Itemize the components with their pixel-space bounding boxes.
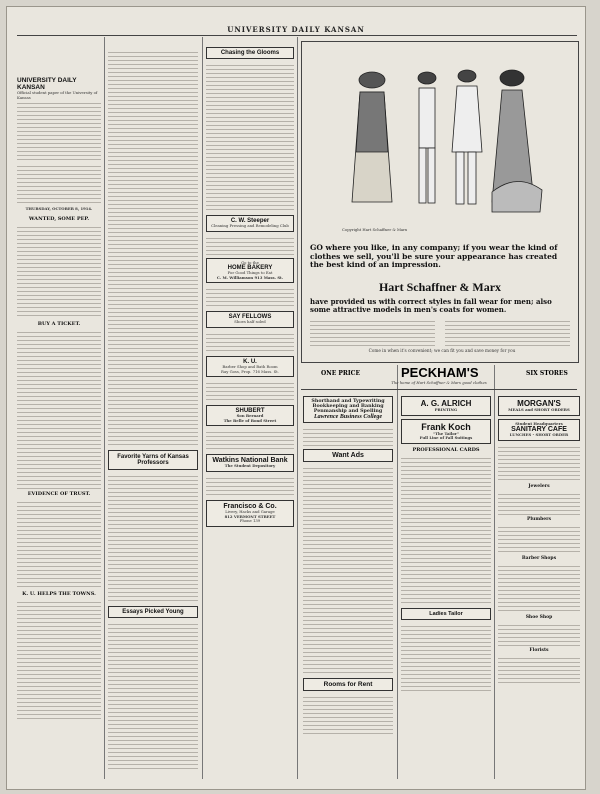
editorial-text <box>17 329 101 489</box>
section-heading: Barber Shops <box>521 555 557 561</box>
ad-title: SAY FELLOWS <box>228 314 272 321</box>
ad-subtitle: PRINTING <box>434 407 458 412</box>
classified-text <box>303 426 393 446</box>
editorial-heading: BUY A TICKET. <box>37 320 81 327</box>
header-rule <box>17 35 577 36</box>
column-directory <box>498 393 580 783</box>
sanitary-cafe-ad <box>498 419 580 441</box>
classified-text <box>303 694 393 734</box>
want-ads-heading <box>303 449 393 462</box>
shubert-ad <box>206 405 294 426</box>
ad-title: A. G. ALRICH <box>420 399 472 408</box>
article-text <box>108 49 198 447</box>
column-rule <box>494 365 495 779</box>
section-heading: Essays Picked Young <box>122 609 184 615</box>
ad-title: HOME BAKERY <box>227 265 273 272</box>
peckhams-banner <box>301 363 577 390</box>
koch-ad <box>401 419 491 444</box>
section-heading: Jewelers <box>528 483 550 489</box>
ad-phone: Phone 139 <box>239 518 261 524</box>
editorial-heading: K. U. HELPS THE TOWNS. <box>22 590 96 597</box>
article-text <box>108 621 198 771</box>
page-header: UNIVERSITY DAILY KANSAN <box>227 25 365 34</box>
directory-text <box>498 444 580 482</box>
ad-subtitle: Shoes half soled <box>234 319 266 325</box>
college-name: Lawrence Business College <box>313 414 382 420</box>
hsm-headline: GO where you like, in any company; if you wear the kind of clothes we sell, you'll be sure your appearance has created the best kind of an impression. <box>310 243 558 269</box>
ad-subtitle: Cleaning Pressing and Remodeling Club <box>211 223 289 228</box>
masthead: UNIVERSITY DAILY KANSAN <box>17 77 77 91</box>
chasing-box <box>206 47 294 59</box>
ku-barber-ad <box>206 356 294 377</box>
ad-subtitle: Son Bernard <box>236 413 264 419</box>
ad-title: Frank Koch <box>421 421 471 432</box>
classified-text <box>401 623 491 693</box>
rooms-heading <box>303 678 393 691</box>
classified-text <box>206 235 294 255</box>
ad-subtitle: The Student Depository <box>224 463 276 469</box>
classified-text <box>206 380 294 402</box>
steeper-ad <box>206 215 294 232</box>
store-tagline: The home of Hart Schaffner & Marx good clothes <box>391 380 487 385</box>
jokes-text <box>206 62 294 212</box>
section-heading: Rooms for Rent <box>323 681 373 688</box>
alrich-ad <box>401 396 491 416</box>
column-rule <box>104 37 105 779</box>
ad-title: C. W. Steeper <box>230 218 270 224</box>
column-articles <box>108 37 198 783</box>
directory-text <box>498 491 580 515</box>
section-heading: Florists <box>529 647 549 653</box>
ad-address: Ray Goss, Prop. 716 Mass. St. <box>221 368 279 374</box>
section-heading: Plumbers <box>526 516 552 522</box>
ad-title: Watkins National Bank <box>212 457 288 465</box>
classified-text <box>303 465 393 675</box>
editorial-text <box>17 599 101 719</box>
column-professional <box>401 393 491 783</box>
hsm-invite: Come in when it's convenient; we can fit you and save money for you <box>368 348 516 353</box>
watkins-bank-ad <box>206 454 294 472</box>
classified-text <box>206 475 294 497</box>
store-name: PECKHAM'S <box>401 365 479 380</box>
staff-listing <box>17 100 101 160</box>
morgans-ad <box>498 396 580 416</box>
masthead-subtitle: Official student paper of the University of Kansas <box>17 90 98 100</box>
date-line: THURSDAY, OCTOBER 8, 1914. <box>25 206 93 212</box>
ad-title: SHUBERT <box>235 408 265 415</box>
ad-title: MORGAN'S <box>517 399 561 408</box>
ladies-tailor-heading <box>401 608 491 620</box>
ad-title: Francisco & Co. <box>223 502 277 510</box>
ad-subtitle: The Belle of Bond Street <box>223 417 277 423</box>
column-ads <box>206 37 294 783</box>
directory-text <box>498 563 580 613</box>
six-stores: SIX STORES <box>526 370 568 377</box>
hsm-copy-right <box>445 318 570 346</box>
ad-subtitle: "The Tailor" <box>433 430 459 436</box>
directory-text <box>498 622 580 646</box>
ad-subtitle: Livery, Hacks and Garage <box>225 508 275 514</box>
article-text <box>108 473 198 603</box>
directory-text <box>498 524 580 554</box>
ad-title: Shorthand and Typewriting Bookkeeping and Banking Penmanship and Spelling <box>311 398 385 414</box>
hsm-brand: Hart Schaffner & Marx <box>378 280 502 294</box>
ad-subtitle: LUNCHES - SHORT ORDER <box>509 432 569 438</box>
ad-lead: Go to the <box>241 259 259 265</box>
section-heading: Want Ads <box>332 452 364 459</box>
editorial-heading: EVIDENCE OF TRUST. <box>27 490 91 497</box>
one-price: ONE PRICE <box>321 370 361 377</box>
editorial-text <box>17 499 101 589</box>
section-heading: Chasing the Glooms <box>220 50 280 56</box>
favorite-yarns-box <box>108 450 198 470</box>
lawrence-business-college-ad <box>303 396 393 423</box>
newspaper-page <box>6 6 586 790</box>
column-rule <box>297 37 298 779</box>
hsm-copy-left <box>310 318 435 346</box>
column-business <box>303 393 393 783</box>
francisco-ad <box>206 500 294 527</box>
section-heading: Ladies Tailor <box>429 610 463 617</box>
ad-address: C. M. Williamson 913 Mass. St. <box>216 274 284 280</box>
ad-title: SANITARY CAFE <box>511 426 567 434</box>
fashion-illustration <box>342 62 547 227</box>
section-heading: Favorite Yarns of Kansas Professors <box>117 454 189 466</box>
publication-notice <box>17 163 101 203</box>
classified-text <box>206 331 294 353</box>
ad-subtitle: Barber Shop and Bath Room <box>222 363 278 369</box>
section-heading: PROFESSIONAL CARDS <box>412 446 480 453</box>
home-bakery-ad <box>206 258 294 284</box>
say-fellows-ad <box>206 311 294 328</box>
ad-subtitle: MEALS and SHORT ORDERS <box>508 407 570 412</box>
illustration-caption: Copyright Hart Schaffner & Marx <box>342 227 408 232</box>
column-rule <box>397 365 398 779</box>
ad-lead: Student Headquarters <box>515 420 563 426</box>
ad-line: Full Line of Fall Suitings <box>419 435 473 441</box>
hsm-advertisement <box>301 41 579 363</box>
editorial-heading: WANTED, SOME PEP. <box>28 215 90 222</box>
ad-address: 812 VERMONT STREET <box>224 513 276 519</box>
classified-text <box>206 429 294 451</box>
ad-title: K. U. <box>243 358 257 365</box>
professional-cards-text <box>401 455 491 605</box>
column-editorial <box>17 37 101 783</box>
editorial-text <box>17 224 101 319</box>
directory-text <box>498 655 580 685</box>
ad-subtitle: For Good Things to Eat <box>227 270 273 276</box>
classified-text <box>206 286 294 308</box>
section-heading: Shoe Shop <box>525 614 553 620</box>
column-rule <box>202 37 203 779</box>
essays-box <box>108 606 198 618</box>
hsm-body: have provided us with correct styles in fall wear for men; also some attractive models in men's coats for women. <box>310 297 552 314</box>
